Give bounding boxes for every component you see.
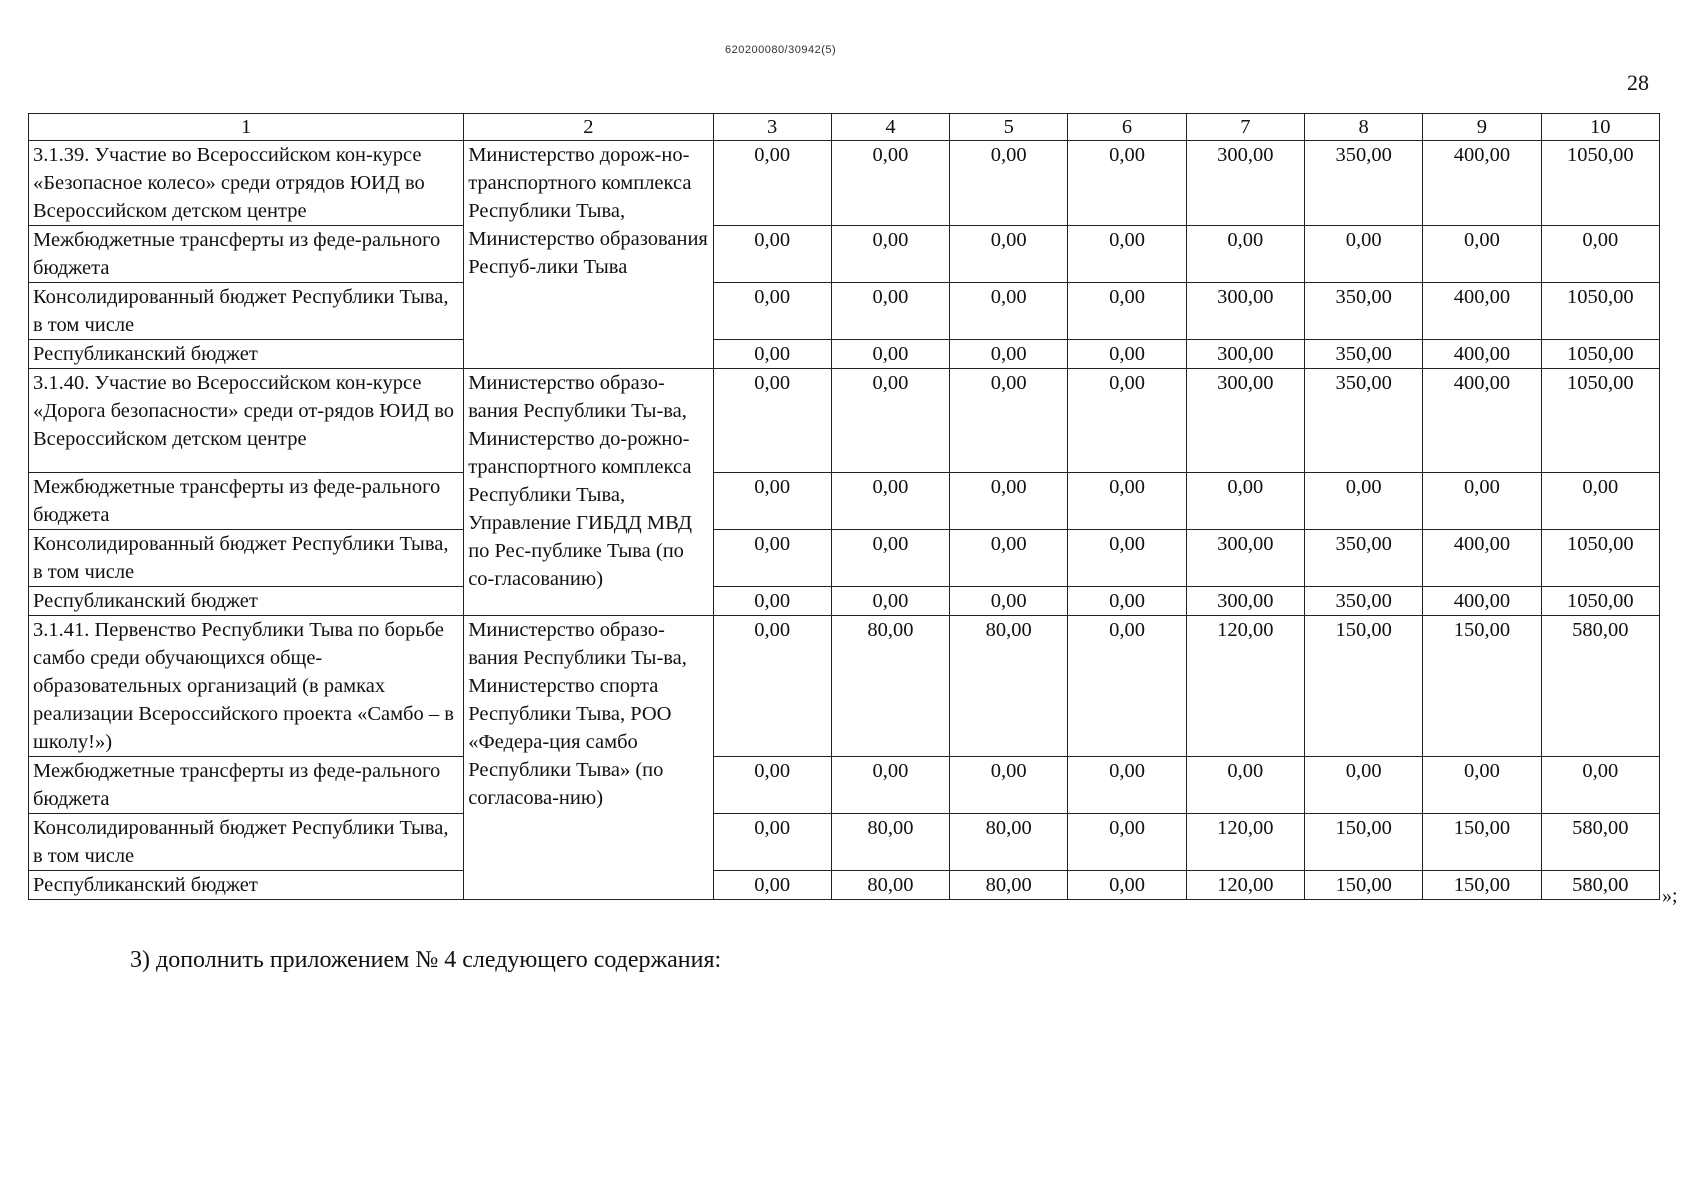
page-number: 28 — [1627, 70, 1649, 95]
budget-source-cell: Консолидированный бюджет Республики Тыва, в том числе — [29, 283, 464, 340]
value-cell: 150,00 — [1423, 616, 1541, 757]
value-cell: 0,00 — [713, 340, 831, 369]
value-cell: 150,00 — [1304, 616, 1422, 757]
header-cell: 6 — [1068, 114, 1186, 141]
value-cell: 150,00 — [1304, 814, 1422, 871]
amendment-paragraph: 3) дополнить приложением № 4 следующего содержания: — [130, 947, 722, 973]
value-cell: 0,00 — [950, 473, 1068, 530]
value-cell: 1050,00 — [1541, 141, 1659, 226]
value-cell: 0,00 — [950, 757, 1068, 814]
value-cell: 0,00 — [1304, 226, 1422, 283]
table-row — [29, 226, 1660, 283]
value-cell: 0,00 — [1068, 283, 1186, 340]
value-cell: 0,00 — [1541, 226, 1659, 283]
value-cell: 0,00 — [713, 814, 831, 871]
header-cell: 2 — [464, 114, 713, 141]
value-cell: 0,00 — [713, 757, 831, 814]
value-cell: 350,00 — [1304, 340, 1422, 369]
closing-quote-mark: »; — [1662, 885, 1678, 907]
value-cell: 0,00 — [1423, 473, 1541, 530]
value-cell: 0,00 — [1068, 587, 1186, 616]
value-cell: 400,00 — [1423, 587, 1541, 616]
executor-cell: Министерство образо-вания Республики Ты-ва, Министерство до-рожно-транспортного комплекса Республики Тыва, Управление ГИБДД МВД по Рес-публике Тыва (по со-гласованию) — [464, 369, 713, 616]
value-cell: 0,00 — [713, 587, 831, 616]
value-cell: 80,00 — [950, 871, 1068, 900]
value-cell: 0,00 — [713, 283, 831, 340]
table-row — [29, 616, 1660, 757]
measure-title-cell: 3.1.41. Первенство Республики Тыва по борьбе самбо среди обучающихся обще-образовательных организаций (в рамках реализации Всероссийского проекта «Самбо – в школу!») — [29, 616, 464, 757]
value-cell: 0,00 — [1304, 473, 1422, 530]
value-cell: 400,00 — [1423, 369, 1541, 473]
value-cell: 0,00 — [1541, 757, 1659, 814]
header-cell: 10 — [1541, 114, 1659, 141]
value-cell: 300,00 — [1186, 587, 1304, 616]
value-cell: 0,00 — [713, 871, 831, 900]
value-cell: 0,00 — [1186, 473, 1304, 530]
value-cell: 0,00 — [1423, 226, 1541, 283]
value-cell: 0,00 — [1186, 226, 1304, 283]
header-cell: 7 — [1186, 114, 1304, 141]
value-cell: 350,00 — [1304, 141, 1422, 226]
value-cell: 150,00 — [1304, 871, 1422, 900]
value-cell: 0,00 — [831, 530, 949, 587]
value-cell: 0,00 — [1068, 473, 1186, 530]
value-cell: 0,00 — [1068, 141, 1186, 226]
value-cell: 0,00 — [1304, 757, 1422, 814]
value-cell: 0,00 — [1068, 757, 1186, 814]
value-cell: 0,00 — [831, 283, 949, 340]
value-cell: 0,00 — [831, 757, 949, 814]
value-cell: 0,00 — [1068, 530, 1186, 587]
value-cell: 0,00 — [831, 473, 949, 530]
value-cell: 350,00 — [1304, 587, 1422, 616]
value-cell: 0,00 — [831, 340, 949, 369]
value-cell: 0,00 — [1068, 814, 1186, 871]
budget-source-cell: Республиканский бюджет — [29, 871, 464, 900]
table-row — [29, 814, 1660, 871]
value-cell: 80,00 — [831, 871, 949, 900]
budget-source-cell: Межбюджетные трансферты из феде-рального бюджета — [29, 473, 464, 530]
budget-table — [28, 113, 1660, 900]
budget-source-cell: Межбюджетные трансферты из феде-рального бюджета — [29, 226, 464, 283]
value-cell: 300,00 — [1186, 340, 1304, 369]
header-cell: 5 — [950, 114, 1068, 141]
value-cell: 0,00 — [831, 369, 949, 473]
executor-cell: Министерство дорож-но-транспортного комплекса Республики Тыва, Министерство образования Респуб-лики Тыва — [464, 141, 713, 369]
value-cell: 300,00 — [1186, 369, 1304, 473]
value-cell: 0,00 — [1068, 340, 1186, 369]
value-cell: 400,00 — [1423, 283, 1541, 340]
value-cell: 300,00 — [1186, 283, 1304, 340]
table-body — [29, 114, 1660, 900]
table-row — [29, 587, 1660, 616]
table-row — [29, 283, 1660, 340]
value-cell: 0,00 — [950, 340, 1068, 369]
value-cell: 1050,00 — [1541, 340, 1659, 369]
header-cell: 1 — [29, 114, 464, 141]
budget-source-cell: Консолидированный бюджет Республики Тыва, в том числе — [29, 814, 464, 871]
measure-title-cell: 3.1.40. Участие во Всероссийском кон-курсе «Дорога безопасности» среди от-рядов ЮИД во Всероссийском детском центре — [29, 369, 464, 473]
header-row — [29, 114, 1660, 141]
value-cell: 0,00 — [950, 283, 1068, 340]
value-cell: 150,00 — [1423, 814, 1541, 871]
value-cell: 0,00 — [1068, 226, 1186, 283]
value-cell: 0,00 — [1068, 871, 1186, 900]
value-cell: 1050,00 — [1541, 587, 1659, 616]
value-cell: 0,00 — [713, 226, 831, 283]
value-cell: 120,00 — [1186, 616, 1304, 757]
value-cell: 350,00 — [1304, 283, 1422, 340]
value-cell: 150,00 — [1423, 871, 1541, 900]
value-cell: 0,00 — [1423, 757, 1541, 814]
value-cell: 0,00 — [950, 141, 1068, 226]
value-cell: 1050,00 — [1541, 369, 1659, 473]
value-cell: 1050,00 — [1541, 530, 1659, 587]
table-row — [29, 757, 1660, 814]
value-cell: 0,00 — [831, 226, 949, 283]
document-id: 620200080/30942(5) — [725, 44, 837, 56]
value-cell: 300,00 — [1186, 530, 1304, 587]
value-cell: 0,00 — [950, 587, 1068, 616]
header-cell: 3 — [713, 114, 831, 141]
value-cell: 0,00 — [1068, 616, 1186, 757]
value-cell: 0,00 — [950, 530, 1068, 587]
value-cell: 580,00 — [1541, 814, 1659, 871]
value-cell: 80,00 — [831, 616, 949, 757]
value-cell: 0,00 — [1541, 473, 1659, 530]
budget-source-cell: Республиканский бюджет — [29, 587, 464, 616]
value-cell: 400,00 — [1423, 530, 1541, 587]
value-cell: 350,00 — [1304, 369, 1422, 473]
value-cell: 0,00 — [950, 369, 1068, 473]
measure-title-cell: 3.1.39. Участие во Всероссийском кон-курсе «Безопасное колесо» среди отрядов ЮИД во Всероссийском детском центре — [29, 141, 464, 226]
header-cell: 8 — [1304, 114, 1422, 141]
value-cell: 0,00 — [713, 369, 831, 473]
value-cell: 80,00 — [950, 616, 1068, 757]
value-cell: 1050,00 — [1541, 283, 1659, 340]
value-cell: 0,00 — [831, 141, 949, 226]
budget-source-cell: Республиканский бюджет — [29, 340, 464, 369]
table-row — [29, 871, 1660, 900]
value-cell: 0,00 — [1186, 757, 1304, 814]
value-cell: 580,00 — [1541, 616, 1659, 757]
budget-source-cell: Консолидированный бюджет Республики Тыва, в том числе — [29, 530, 464, 587]
value-cell: 120,00 — [1186, 814, 1304, 871]
table-row — [29, 141, 1660, 226]
value-cell: 0,00 — [713, 141, 831, 226]
value-cell: 80,00 — [950, 814, 1068, 871]
value-cell: 400,00 — [1423, 141, 1541, 226]
value-cell: 300,00 — [1186, 141, 1304, 226]
value-cell: 0,00 — [950, 226, 1068, 283]
table-row — [29, 473, 1660, 530]
budget-source-cell: Межбюджетные трансферты из феде-рального бюджета — [29, 757, 464, 814]
value-cell: 120,00 — [1186, 871, 1304, 900]
value-cell: 0,00 — [1068, 369, 1186, 473]
value-cell: 580,00 — [1541, 871, 1659, 900]
header-cell: 9 — [1423, 114, 1541, 141]
header-cell: 4 — [831, 114, 949, 141]
value-cell: 400,00 — [1423, 340, 1541, 369]
table-row — [29, 369, 1660, 473]
value-cell: 80,00 — [831, 814, 949, 871]
value-cell: 0,00 — [713, 530, 831, 587]
value-cell: 0,00 — [713, 473, 831, 530]
table-row — [29, 340, 1660, 369]
value-cell: 350,00 — [1304, 530, 1422, 587]
value-cell: 0,00 — [713, 616, 831, 757]
executor-cell: Министерство образо-вания Республики Ты-ва, Министерство спорта Республики Тыва, РОО «Федера-ция самбо Республики Тыва» (по согласова-нию) — [464, 616, 713, 900]
value-cell: 0,00 — [831, 587, 949, 616]
table-row — [29, 530, 1660, 587]
